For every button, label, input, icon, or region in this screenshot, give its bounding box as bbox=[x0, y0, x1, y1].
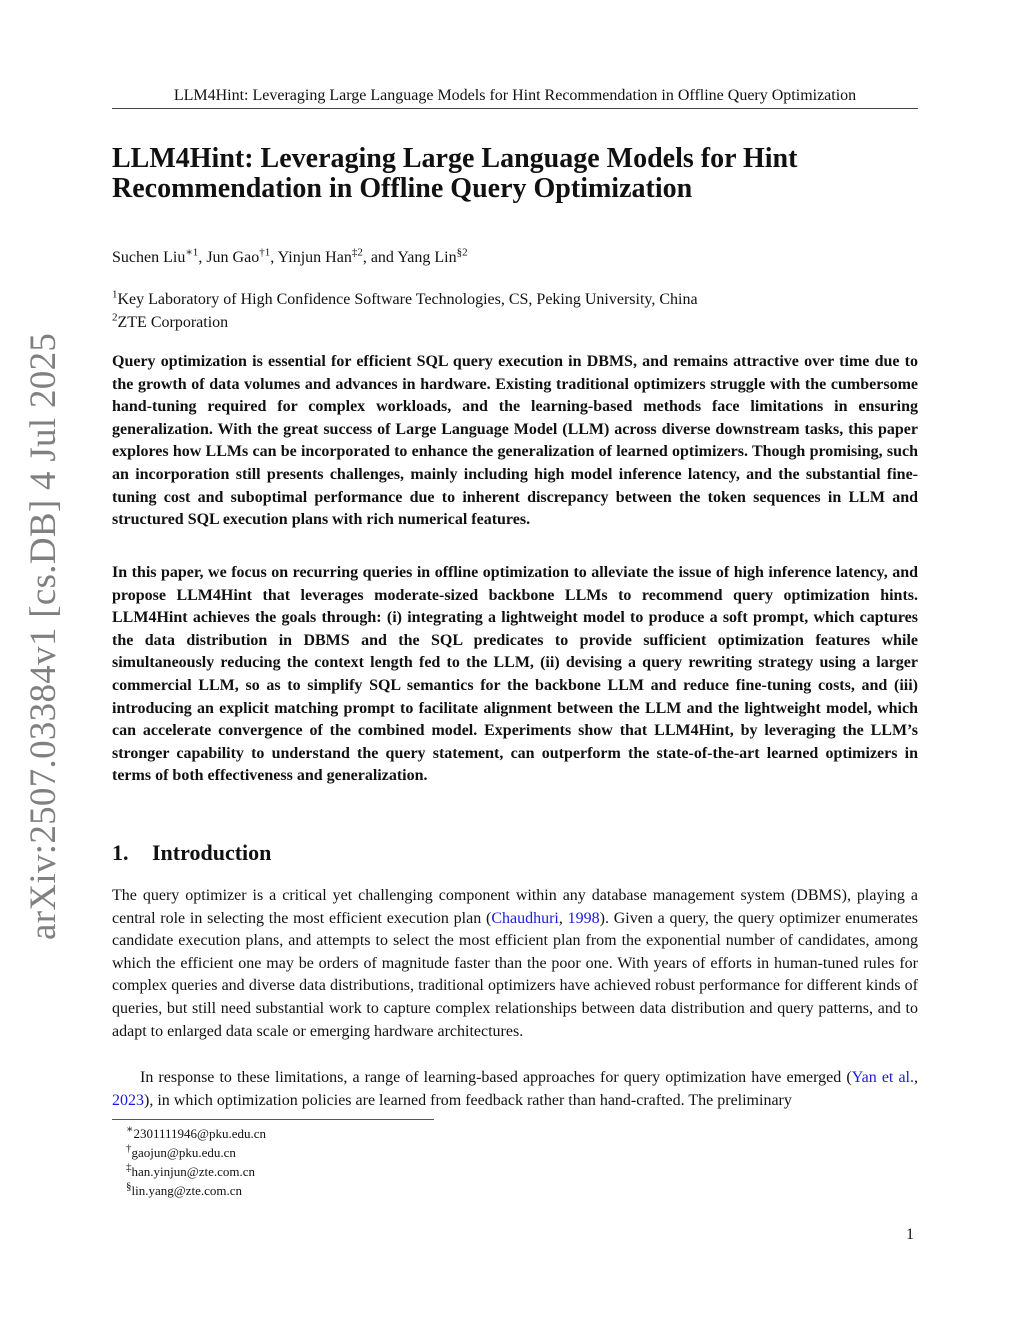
intro-text: ). Given a query, the query optimizer enumerates candidate execution plans, and attempts to select the most efficient plan from the exponential number of candidates, among which the efficient one may be orders of magnitude faster than the poor one. With years of efforts in human-tuned rules for complex queries and diverse data distributions, traditional optimizers have achieved robust performance for different kinds of queries, but still need substantial work to capture complex relationships between data distribution and query patterns, and to adapt to enlarged data scale or emerging hardware architectures. bbox=[112, 909, 919, 1040]
footnote-mark: ∗ bbox=[126, 1123, 134, 1136]
abstract-paragraph-2: In this paper, we focus on recurring queries in offline optimization to alleviate the issue of high inference latency, and propose LLM4Hint that leverages moderate-sized backbone LLMs to recommend query optimization hints. LLM4Hint achieves the goals through: (i) integrating a lightweight model to produce a soft prompt, which captures the data distribution in DBMS and the SQL predicates to provide sufficient optimization features while simultaneously reducing the context length fed to the LLM, (ii) devising a query rewriting strategy using a larger commercial LLM, so as to simplify SQL semantics for the backbone LLM and reduce fine-tuning costs, and (iii) introducing an explicit matching prompt to facilitate alignment between the LLM and the lightweight model, which can accelerate convergence of the combined model. Experiments show that LLM4Hint, by leveraging the LLM’s stronger capability to understand the query statement, can outperform the state-of-the-art learned optimizers in terms of both effectiveness and generalization. bbox=[112, 564, 918, 785]
page-number: 1 bbox=[906, 1226, 914, 1243]
citation-separator: , bbox=[558, 909, 568, 927]
author-separator: , and bbox=[362, 249, 398, 266]
footnote bbox=[126, 1143, 266, 1162]
citation-separator: , bbox=[914, 1069, 918, 1086]
footnote-mark: § bbox=[126, 1180, 132, 1193]
footnote-divider bbox=[112, 1119, 434, 1120]
affiliation-text: Key Laboratory of High Confidence Software Technologies, CS, Peking University, China bbox=[117, 291, 698, 308]
author-separator: , bbox=[198, 249, 207, 266]
running-header: LLM4Hint: Leveraging Large Language Models for Hint Recommendation in Offline Query Optimization bbox=[112, 86, 918, 109]
intro-text: In response to these limitations, a range of learning-based approaches for query optimization have emerged ( bbox=[140, 1069, 852, 1086]
paper-title bbox=[112, 144, 918, 204]
affiliation-mark: 1 bbox=[112, 288, 118, 301]
footnote-email: han.yinjun@zte.com.cn bbox=[131, 1164, 256, 1179]
footnote-email: 2301111946@pku.edu.cn bbox=[133, 1126, 267, 1141]
arxiv-identifier-stamp: arXiv:2507.03384v1 [cs.DB] 4 Jul 2025 bbox=[23, 332, 64, 940]
footnote-mark: ‡ bbox=[126, 1161, 132, 1174]
footnote bbox=[126, 1181, 266, 1200]
author-mark: †1 bbox=[259, 246, 271, 259]
affiliation-mark: 2 bbox=[112, 311, 118, 324]
footnotes bbox=[126, 1124, 266, 1200]
footnote bbox=[126, 1124, 266, 1143]
section-number: 1. bbox=[112, 840, 129, 865]
author-mark: ∗1 bbox=[185, 246, 199, 259]
citation-link[interactable]: Yan et al. bbox=[851, 1069, 914, 1086]
abstract-paragraph-1: Query optimization is essential for efficient SQL query execution in DBMS, and remains attractive over time due to the growth of data volumes and advances in hardware. Existing traditional optimizers struggle with the cumbersome hand-tuning required for complex workloads, and the learning-based methods face limitations in ensuring generalization. With the great success of Large Language Model (LLM) across diverse downstream tasks, this paper explores how LLMs can be incorporated to enhance the generalization of learned optimizers. Though promising, such an incorporation still presents challenges, mainly including high model inference latency, and the substantial fine-tuning cost and suboptimal performance due to inherent discrepancy between the token sequences in LLM and structured SQL execution plans with rich numerical features. bbox=[112, 353, 918, 529]
paper-title-line-1: LLM4Hint: Leveraging Large Language Models for Hint bbox=[112, 143, 798, 174]
footnote-email: lin.yang@zte.com.cn bbox=[131, 1183, 243, 1198]
author-mark: ‡2 bbox=[351, 246, 363, 259]
author-name: Yinjun Han bbox=[277, 249, 352, 266]
author-list bbox=[112, 248, 468, 268]
citation-year-link[interactable]: 1998 bbox=[567, 909, 600, 927]
citation-link[interactable]: Chaudhuri bbox=[491, 909, 559, 927]
author-name: Suchen Liu bbox=[112, 249, 186, 266]
footnote bbox=[126, 1162, 266, 1181]
footnote-mark: † bbox=[126, 1142, 132, 1155]
intro-text: The query optimizer is a critical yet challenging component within any database management system (DBMS), playing a central role in selecting the most efficient execution plan ( bbox=[112, 887, 918, 927]
author-name: Yang Lin bbox=[397, 249, 457, 266]
intro-paragraph-2 bbox=[112, 1067, 918, 1112]
author-separator: , bbox=[270, 249, 278, 266]
affiliation-text: ZTE Corporation bbox=[117, 314, 229, 331]
intro-paragraph-1 bbox=[112, 885, 918, 1043]
affiliation bbox=[112, 290, 698, 310]
affiliation bbox=[112, 313, 228, 333]
author-name: Jun Gao bbox=[206, 249, 260, 266]
footnote-email: gaojun@pku.edu.cn bbox=[131, 1145, 236, 1160]
citation-year-link[interactable]: 2023 bbox=[112, 1091, 144, 1109]
section-heading bbox=[112, 839, 271, 867]
section-title: Introduction bbox=[152, 840, 272, 865]
paper-title-line-2: Recommendation in Offline Query Optimization bbox=[112, 173, 693, 204]
intro-text: ), in which optimization policies are learned from feedback rather than hand-crafted. The preliminary bbox=[144, 1091, 792, 1109]
author-mark: §2 bbox=[456, 246, 468, 259]
